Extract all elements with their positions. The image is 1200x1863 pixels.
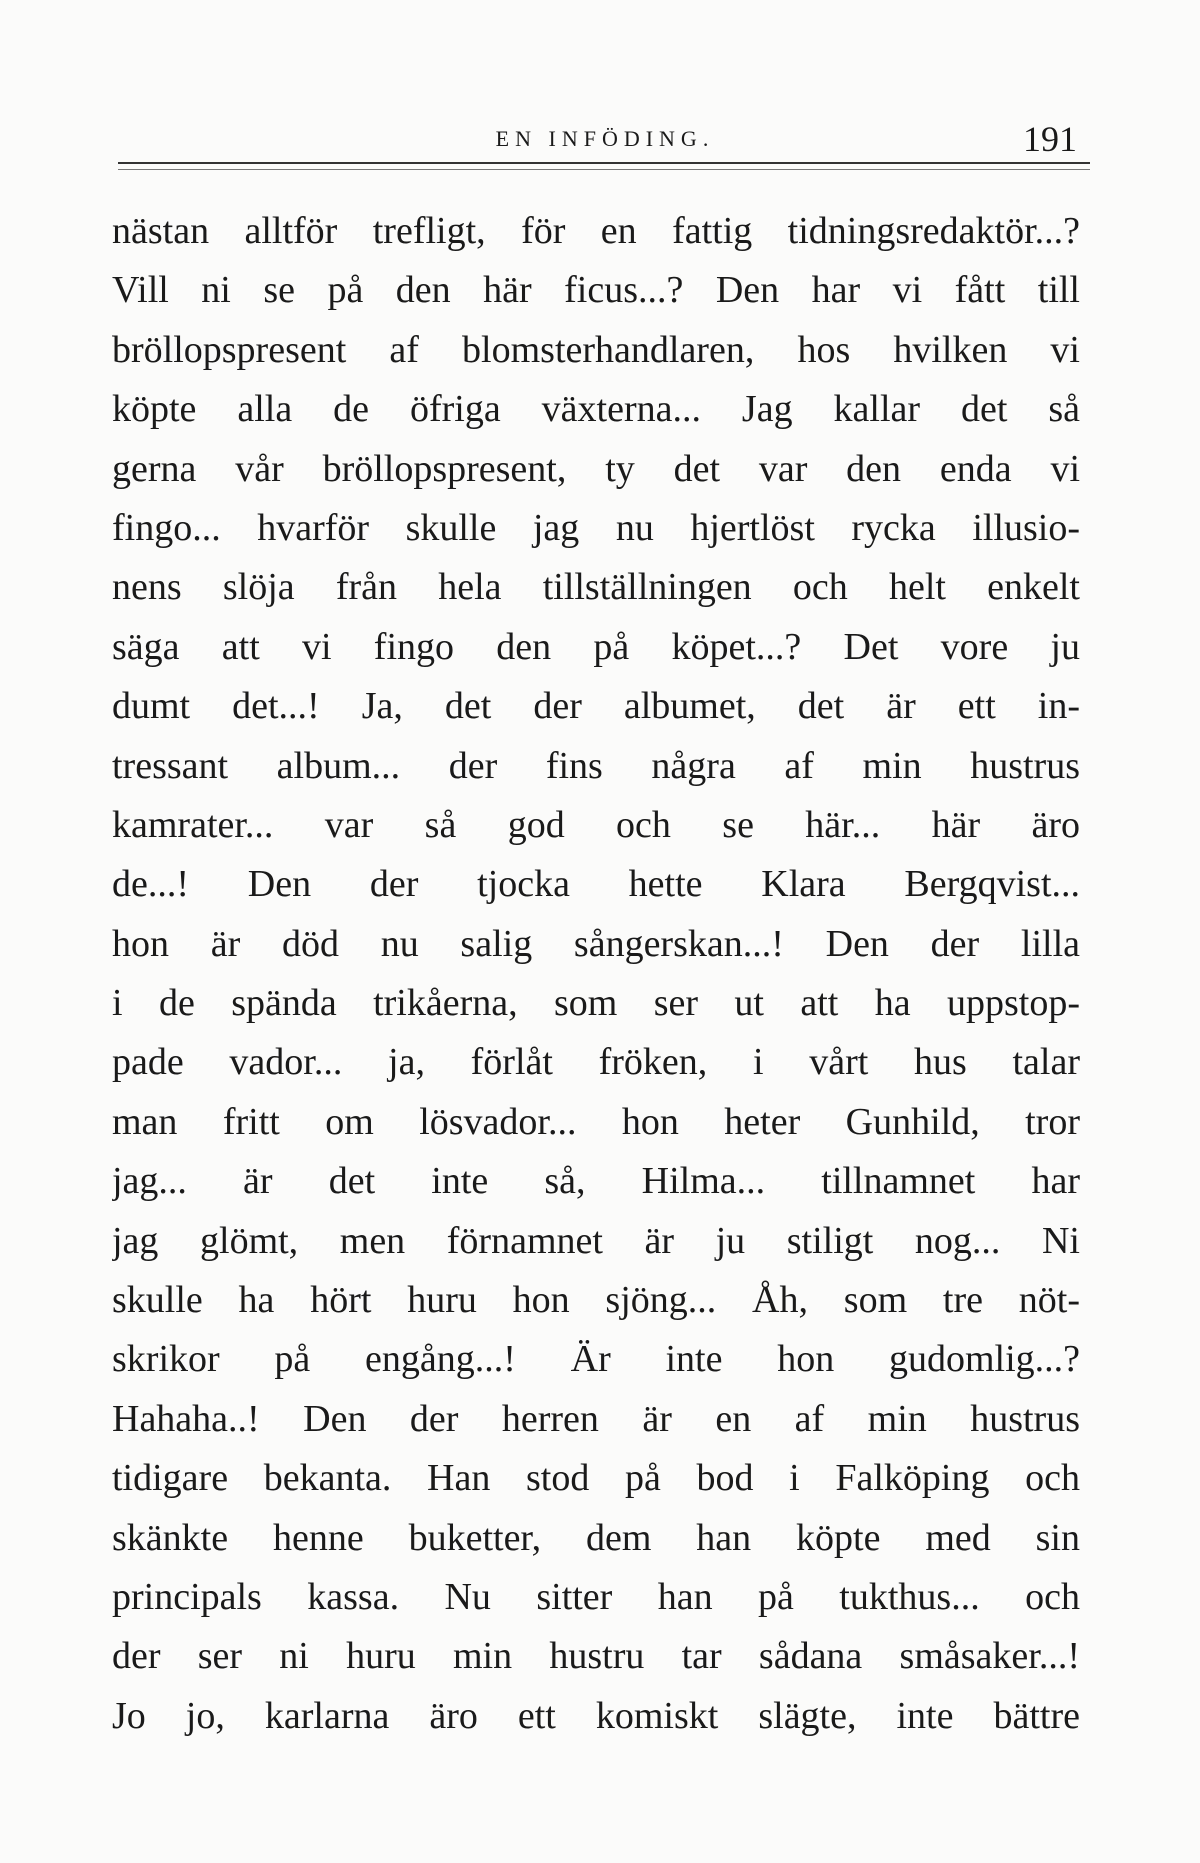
text-line: nens slöja från hela tillställningen och helt enkelt bbox=[112, 566, 1080, 609]
text-line: hon är död nu salig sångerskan...! Den der lilla bbox=[112, 922, 1080, 965]
text-line: jag... är det inte så, Hilma... tillnamnet har bbox=[112, 1160, 1080, 1203]
text-line: Hahaha..! Den der herren är en af min hustrus bbox=[112, 1397, 1080, 1440]
header-rule bbox=[118, 162, 1090, 164]
text-line: fingo... hvarför skulle jag nu hjertlöst rycka illusio- bbox=[112, 506, 1080, 549]
text-line: jag glömt, men förnamnet är ju stiligt nog... Ni bbox=[112, 1219, 1080, 1262]
text-line: de...! Den der tjocka hette Klara Bergqvist... bbox=[112, 863, 1080, 906]
running-title: EN INFÖDING. bbox=[495, 126, 715, 151]
running-head bbox=[125, 118, 1085, 158]
body-text bbox=[112, 202, 1080, 1746]
text-line: i de spända trikåerna, som ser ut att ha uppstop- bbox=[112, 982, 1080, 1025]
text-line: köpte alla de öfriga växterna... Jag kallar det så bbox=[112, 388, 1080, 431]
text-line: nästan alltför trefligt, för en fattig tidningsredaktör...? bbox=[112, 210, 1080, 252]
text-line: tressant album... der fins några af min hustrus bbox=[112, 744, 1080, 787]
text-line: bröllopspresent af blomsterhandlaren, hos hvilken vi bbox=[112, 328, 1080, 371]
header-rule-thin bbox=[118, 169, 1090, 170]
text-line: gerna vår bröllopspresent, ty det var den enda vi bbox=[112, 447, 1080, 490]
text-line: skänkte henne buketter, dem han köpte med sin bbox=[112, 1516, 1080, 1559]
page-number: 191 bbox=[1023, 119, 1077, 159]
text-line: tidigare bekanta. Han stod på bod i Falköping och bbox=[112, 1457, 1080, 1500]
text-line: Jo jo, karlarna äro ett komiskt slägte, inte bättre bbox=[112, 1694, 1080, 1737]
text-line: säga att vi fingo den på köpet...? Det vore ju bbox=[112, 625, 1080, 668]
text-line: man fritt om lösvador... hon heter Gunhild, tror bbox=[112, 1100, 1080, 1143]
text-line: kamrater... var så god och se här... här äro bbox=[112, 803, 1080, 846]
text-line: dumt det...! Ja, det der albumet, det är ett in- bbox=[112, 685, 1080, 728]
text-line: skrikor på engång...! Är inte hon gudomlig...? bbox=[112, 1338, 1080, 1381]
text-line: principals kassa. Nu sitter han på tukthus... och bbox=[112, 1575, 1080, 1618]
text-line: der ser ni huru min hustru tar sådana småsaker...! bbox=[112, 1635, 1080, 1678]
text-line: pade vador... ja, förlåt fröken, i vårt hus talar bbox=[112, 1041, 1080, 1084]
text-line: Vill ni se på den här ficus...? Den har vi fått till bbox=[112, 269, 1080, 312]
text-line: skulle ha hört huru hon sjöng... Åh, som tre nöt- bbox=[112, 1279, 1080, 1322]
